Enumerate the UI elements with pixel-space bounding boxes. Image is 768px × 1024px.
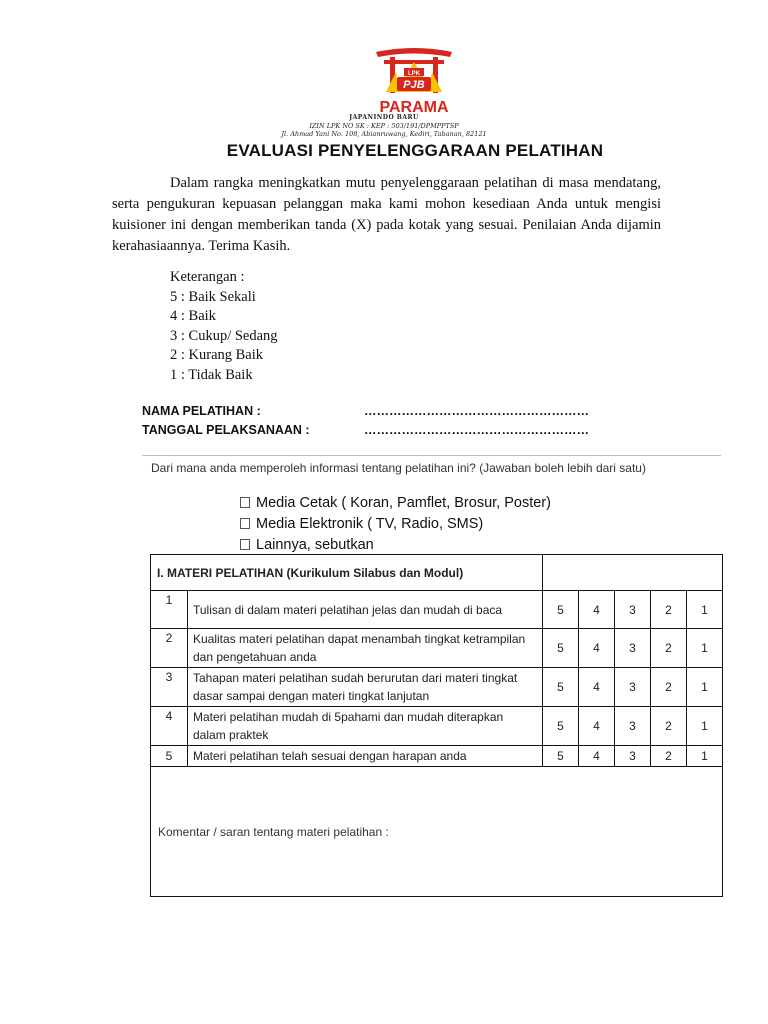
option-other[interactable] <box>240 537 374 553</box>
section-divider <box>142 455 721 456</box>
legend-item: 4 : Baik <box>170 308 216 324</box>
license-number: IZIN LPK NO SK : KEP : 503/191/DPMPPTSP <box>309 122 459 130</box>
table-row <box>151 591 723 629</box>
table-header-row <box>151 555 723 591</box>
row-statement: Tulisan di dalam materi pelatihan jelas dan mudah di baca <box>188 591 543 629</box>
score-1[interactable]: 1 <box>687 707 723 746</box>
score-2[interactable]: 2 <box>651 629 687 668</box>
logo-badge: LPK <box>408 71 420 77</box>
legend-item: 5 : Baik Sekali <box>170 288 256 305</box>
score-1[interactable]: 1 <box>687 668 723 707</box>
score-4[interactable]: 4 <box>579 591 615 629</box>
torii-logo-graphic <box>366 46 462 120</box>
score-3[interactable]: 3 <box>615 629 651 668</box>
score-5[interactable]: 5 <box>543 707 579 746</box>
evaluation-table <box>150 554 723 897</box>
organization-name: JAPANINDO BARU <box>349 114 419 121</box>
training-date-label: TANGGAL PELAKSANAAN : <box>142 423 310 437</box>
row-number: 1 <box>151 591 188 629</box>
score-1[interactable]: 1 <box>687 629 723 668</box>
table-row <box>151 629 723 668</box>
row-statement: Materi pelatihan telah sesuai dengan harapan anda <box>188 746 543 767</box>
option-electronic-media[interactable] <box>240 516 483 532</box>
score-5[interactable]: 5 <box>543 591 579 629</box>
row-statement: Tahapan materi pelatihan sudah berurutan dari materi tingkat dasar sampai dengan materi tingkat lanjutan <box>188 668 543 707</box>
legend-item: 2 : Kurang Baik <box>170 347 264 363</box>
option-label: Media Cetak ( Koran, Pamflet, Brosur, Poster) <box>256 495 551 511</box>
table-row <box>151 746 723 767</box>
score-4[interactable]: 4 <box>579 668 615 707</box>
row-statement: Kualitas materi pelatihan dapat menambah tingkat ketrampilan dan pengetahuan anda <box>188 629 543 668</box>
score-2[interactable]: 2 <box>651 746 687 767</box>
training-date-blank[interactable]: ……………………………………………… <box>364 423 589 437</box>
score-3[interactable]: 3 <box>615 668 651 707</box>
checkbox-icon[interactable] <box>240 497 250 508</box>
rating-legend <box>170 268 278 385</box>
page-title: EVALUASI PENYELENGGARAAN PELATIHAN <box>226 141 604 160</box>
score-3[interactable]: 3 <box>615 707 651 746</box>
score-4[interactable]: 4 <box>579 746 615 767</box>
checkbox-icon[interactable] <box>240 539 250 550</box>
row-statement: Materi pelatihan mudah di 5pahami dan mudah diterapkan dalam praktek <box>188 707 543 746</box>
comment-label: Komentar / saran tentang materi pelatihan : <box>158 824 389 839</box>
logo-mark: PJB <box>403 79 425 91</box>
score-1[interactable]: 1 <box>687 591 723 629</box>
training-name-blank[interactable]: ……………………………………………… <box>364 404 589 418</box>
row-number: 3 <box>151 668 188 707</box>
section-title: I. MATERI PELATIHAN (Kurikulum Silabus dan Modul) <box>151 555 543 591</box>
score-2[interactable]: 2 <box>651 668 687 707</box>
option-print-media[interactable] <box>240 495 551 511</box>
organization-address: Jl. Ahmad Yani No. 108, Abianruwang, Kediri, Tabanan, 82121 <box>281 130 487 138</box>
legend-item: 3 : Cukup/ Sedang <box>170 327 278 344</box>
score-5[interactable]: 5 <box>543 746 579 767</box>
score-5[interactable]: 5 <box>543 629 579 668</box>
score-3[interactable]: 3 <box>615 591 651 629</box>
brand-name: PARAMA <box>379 99 449 116</box>
checkbox-icon[interactable] <box>240 518 250 529</box>
score-2[interactable]: 2 <box>651 591 687 629</box>
row-number: 2 <box>151 629 188 668</box>
training-name-label: NAMA PELATIHAN : <box>142 404 261 418</box>
row-number: 4 <box>151 707 188 746</box>
legend-item: 1 : Tidak Baik <box>170 366 253 383</box>
option-label: Lainnya, sebutkan <box>256 537 374 553</box>
intro-paragraph: Dalam rangka meningkatkan mutu penyelenggaraan pelatihan di masa mendatang, serta pengukuran kepuasan pelanggan maka kami mohon kesediaan Anda untuk mengisi kuisioner ini dengan memberikan tanda (X) pada kotak yang sesuai. Penilaian Anda dijamin kerahasiaannya. Terima Kasih. <box>112 175 661 254</box>
score-2[interactable]: 2 <box>651 707 687 746</box>
comment-box[interactable] <box>151 767 723 897</box>
option-label: Media Elektronik ( TV, Radio, SMS) <box>256 516 484 532</box>
header-empty-cell <box>543 555 723 591</box>
table-row <box>151 668 723 707</box>
score-3[interactable]: 3 <box>615 746 651 767</box>
score-4[interactable]: 4 <box>579 629 615 668</box>
score-1[interactable]: 1 <box>687 746 723 767</box>
score-5[interactable]: 5 <box>543 668 579 707</box>
info-source-question: Dari mana anda memperoleh informasi tentang pelatihan ini? (Jawaban boleh lebih dari satu) <box>151 461 646 475</box>
organization-logo <box>366 46 462 120</box>
score-4[interactable]: 4 <box>579 707 615 746</box>
table-row <box>151 707 723 746</box>
legend-heading: Keterangan : <box>170 269 245 285</box>
row-number: 5 <box>151 746 188 767</box>
comment-row <box>151 767 723 897</box>
